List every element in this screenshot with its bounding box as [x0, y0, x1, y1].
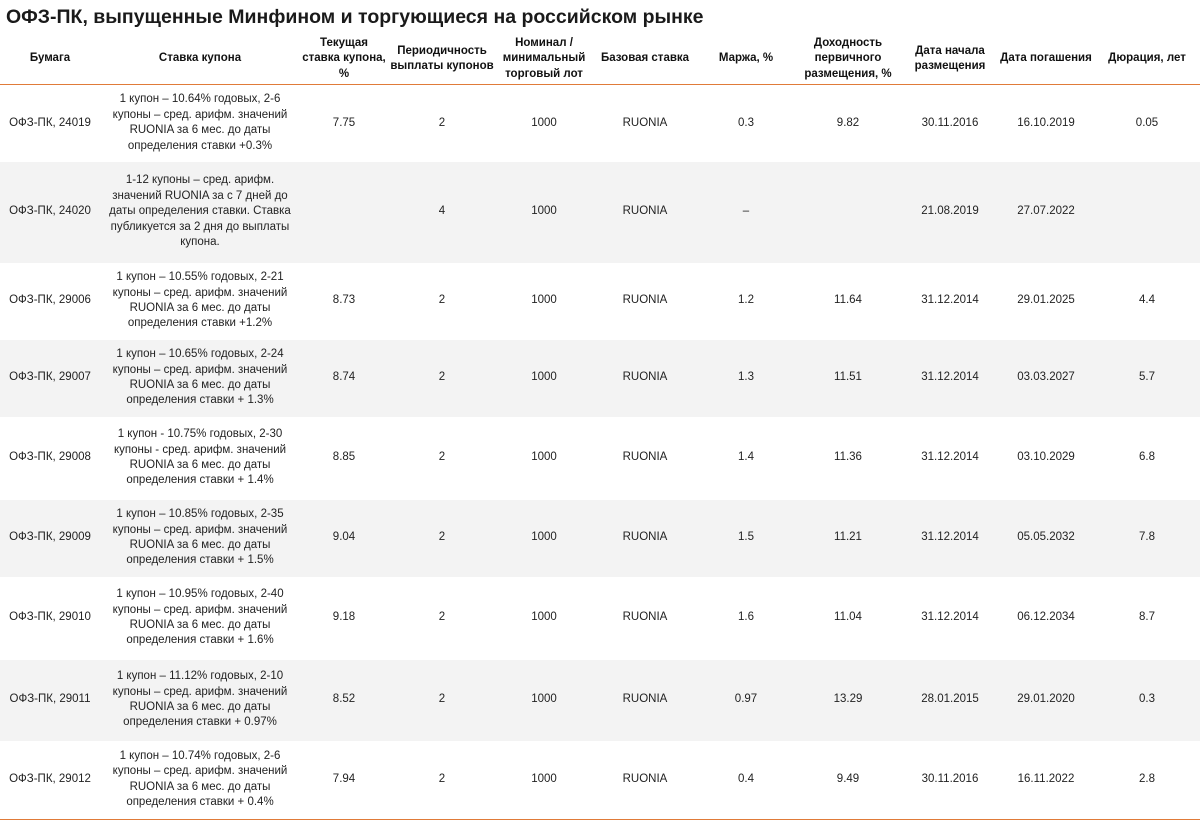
cell-current-rate: 8.73: [300, 263, 388, 340]
cell-nominal: 1000: [496, 85, 592, 162]
cell-current-rate: [300, 162, 388, 263]
cell-base-rate: RUONIA: [592, 741, 698, 820]
cell-frequency: 2: [388, 417, 496, 500]
table-row: [0, 85, 1200, 162]
cell-base-rate: RUONIA: [592, 417, 698, 500]
cell-start-date: 30.11.2016: [902, 741, 998, 820]
cell-maturity: 03.03.2027: [998, 340, 1094, 417]
header-yield: Доходность первичного размещения, %: [794, 34, 902, 85]
table-row: [0, 741, 1200, 820]
cell-yield: 13.29: [794, 660, 902, 741]
cell-nominal: 1000: [496, 660, 592, 741]
cell-frequency: 2: [388, 741, 496, 820]
cell-margin: 0.3: [698, 85, 794, 162]
cell-maturity: 06.12.2034: [998, 577, 1094, 660]
cell-coupon: 1 купон - 10.75% годовых, 2-30 купоны - сред. арифм. значений RUONIA за 6 мес. до даты определения ставки + 1.4%: [100, 417, 300, 500]
cell-start-date: 31.12.2014: [902, 263, 998, 340]
header-duration: Дюрация, лет: [1094, 34, 1200, 85]
cell-start-date: 28.01.2015: [902, 660, 998, 741]
cell-maturity: 29.01.2020: [998, 660, 1094, 741]
cell-base-rate: RUONIA: [592, 577, 698, 660]
cell-duration: 2.8: [1094, 741, 1200, 820]
cell-margin: 1.3: [698, 340, 794, 417]
table-row: [0, 263, 1200, 340]
header-bond: Бумага: [0, 34, 100, 85]
cell-base-rate: RUONIA: [592, 500, 698, 577]
cell-coupon: 1 купон – 10.85% годовых, 2-35 купоны – сред. арифм. значений RUONIA за 6 мес. до даты определения ставки + 1.5%: [100, 500, 300, 577]
cell-coupon: 1 купон – 10.65% годовых, 2-24 купоны – сред. арифм. значений RUONIA за 6 мес. до даты определения ставки + 1.3%: [100, 340, 300, 417]
header-nominal: Номинал / минимальный торговый лот: [496, 34, 592, 85]
cell-margin: 1.4: [698, 417, 794, 500]
cell-nominal: 1000: [496, 741, 592, 820]
cell-start-date: 31.12.2014: [902, 577, 998, 660]
cell-yield: 11.64: [794, 263, 902, 340]
cell-bond: ОФЗ-ПК, 24019: [0, 85, 100, 162]
cell-maturity: 16.11.2022: [998, 741, 1094, 820]
cell-coupon: 1-12 купоны – сред. арифм. значений RUONIA за с 7 дней до даты определения ставки. Ставка публикуется за 2 дня до выплаты купона.: [100, 162, 300, 263]
cell-base-rate: RUONIA: [592, 85, 698, 162]
cell-bond: ОФЗ-ПК, 29012: [0, 741, 100, 820]
cell-maturity: 05.05.2032: [998, 500, 1094, 577]
cell-frequency: 2: [388, 660, 496, 741]
cell-maturity: 29.01.2025: [998, 263, 1094, 340]
cell-coupon: 1 купон – 10.95% годовых, 2-40 купоны – сред. арифм. значений RUONIA за 6 мес. до даты определения ставки + 1.6%: [100, 577, 300, 660]
cell-duration: 5.7: [1094, 340, 1200, 417]
cell-current-rate: 9.18: [300, 577, 388, 660]
cell-bond: ОФЗ-ПК, 29007: [0, 340, 100, 417]
cell-current-rate: 7.75: [300, 85, 388, 162]
cell-frequency: 2: [388, 340, 496, 417]
cell-current-rate: 8.52: [300, 660, 388, 741]
cell-yield: 11.51: [794, 340, 902, 417]
cell-current-rate: 9.04: [300, 500, 388, 577]
cell-yield: 11.21: [794, 500, 902, 577]
cell-bond: ОФЗ-ПК, 29006: [0, 263, 100, 340]
header-coupon: Ставка купона: [100, 34, 300, 85]
cell-maturity: 27.07.2022: [998, 162, 1094, 263]
table-row: [0, 500, 1200, 577]
cell-bond: ОФЗ-ПК, 29008: [0, 417, 100, 500]
cell-margin: 1.5: [698, 500, 794, 577]
cell-coupon: 1 купон – 11.12% годовых, 2-10 купоны – сред. арифм. значений RUONIA за 6 мес. до даты определения ставки + 0.97%: [100, 660, 300, 741]
cell-duration: 8.7: [1094, 577, 1200, 660]
cell-duration: 0.05: [1094, 85, 1200, 162]
cell-bond: ОФЗ-ПК, 29010: [0, 577, 100, 660]
cell-yield: 9.49: [794, 741, 902, 820]
cell-start-date: 21.08.2019: [902, 162, 998, 263]
header-margin: Маржа, %: [698, 34, 794, 85]
cell-base-rate: RUONIA: [592, 660, 698, 741]
cell-yield: 11.04: [794, 577, 902, 660]
cell-start-date: 31.12.2014: [902, 340, 998, 417]
cell-current-rate: 8.85: [300, 417, 388, 500]
cell-base-rate: RUONIA: [592, 263, 698, 340]
table-row: [0, 577, 1200, 660]
cell-margin: 0.4: [698, 741, 794, 820]
cell-nominal: 1000: [496, 162, 592, 263]
cell-start-date: 31.12.2014: [902, 500, 998, 577]
table-header-row: [0, 34, 1200, 85]
cell-bond: ОФЗ-ПК, 24020: [0, 162, 100, 263]
header-maturity: Дата погашения: [998, 34, 1094, 85]
cell-maturity: 03.10.2029: [998, 417, 1094, 500]
cell-current-rate: 8.74: [300, 340, 388, 417]
cell-frequency: 2: [388, 577, 496, 660]
ofz-pk-table: [0, 34, 1200, 820]
table-row: [0, 660, 1200, 741]
header-current-rate: Текущая ставка купона, %: [300, 34, 388, 85]
table-row: [0, 162, 1200, 263]
cell-margin: 1.6: [698, 577, 794, 660]
table-row: [0, 417, 1200, 500]
cell-nominal: 1000: [496, 263, 592, 340]
cell-current-rate: 7.94: [300, 741, 388, 820]
cell-nominal: 1000: [496, 500, 592, 577]
cell-start-date: 30.11.2016: [902, 85, 998, 162]
cell-yield: [794, 162, 902, 263]
cell-yield: 11.36: [794, 417, 902, 500]
cell-coupon: 1 купон – 10.64% годовых, 2-6 купоны – сред. арифм. значений RUONIA за 6 мес. до даты определения ставки +0.3%: [100, 85, 300, 162]
cell-maturity: 16.10.2019: [998, 85, 1094, 162]
cell-duration: 7.8: [1094, 500, 1200, 577]
cell-coupon: 1 купон – 10.55% годовых, 2-21 купоны – сред. арифм. значений RUONIA за 6 мес. до даты определения ставки +1.2%: [100, 263, 300, 340]
cell-nominal: 1000: [496, 340, 592, 417]
page-title: ОФЗ-ПК, выпущенные Минфином и торгующиеся на российском рынке: [6, 6, 704, 28]
cell-base-rate: RUONIA: [592, 162, 698, 263]
cell-base-rate: RUONIA: [592, 340, 698, 417]
cell-bond: ОФЗ-ПК, 29009: [0, 500, 100, 577]
cell-start-date: 31.12.2014: [902, 417, 998, 500]
cell-duration: 6.8: [1094, 417, 1200, 500]
cell-yield: 9.82: [794, 85, 902, 162]
header-start-date: Дата начала размещения: [902, 34, 998, 85]
cell-frequency: 2: [388, 85, 496, 162]
table-row: [0, 340, 1200, 417]
header-base-rate: Базовая ставка: [592, 34, 698, 85]
cell-margin: 1.2: [698, 263, 794, 340]
cell-margin: –: [698, 162, 794, 263]
cell-duration: 4.4: [1094, 263, 1200, 340]
cell-nominal: 1000: [496, 417, 592, 500]
cell-duration: [1094, 162, 1200, 263]
cell-frequency: 2: [388, 263, 496, 340]
cell-coupon: 1 купон – 10.74% годовых, 2-6 купоны – сред. арифм. значений RUONIA за 6 мес. до даты определения ставки + 0.4%: [100, 741, 300, 820]
cell-frequency: 4: [388, 162, 496, 263]
cell-frequency: 2: [388, 500, 496, 577]
cell-bond: ОФЗ-ПК, 29011: [0, 660, 100, 741]
table-body: [0, 85, 1200, 820]
cell-margin: 0.97: [698, 660, 794, 741]
header-frequency: Периодичность выплаты купонов: [388, 34, 496, 85]
cell-nominal: 1000: [496, 577, 592, 660]
cell-duration: 0.3: [1094, 660, 1200, 741]
